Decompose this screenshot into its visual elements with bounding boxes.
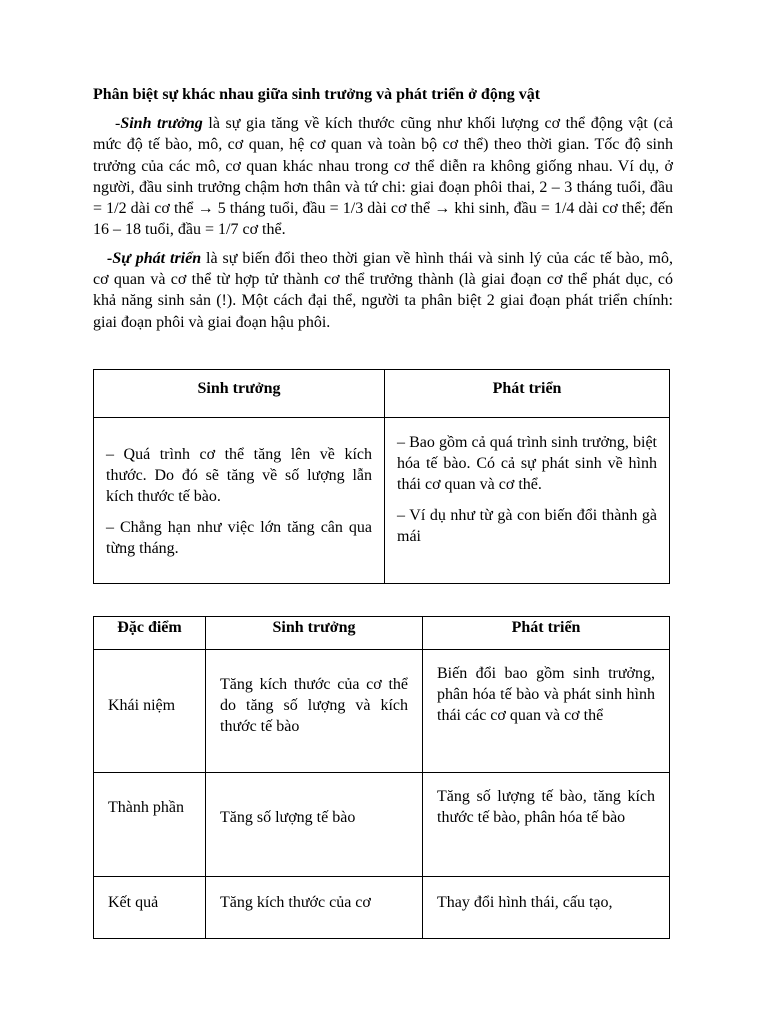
table-header-row — [94, 617, 670, 650]
term-development: Sự phát triển — [112, 249, 202, 267]
header-development: Phát triển — [423, 617, 670, 650]
development-cell — [385, 418, 670, 584]
growth-cell: Tăng kích thước của cơ thể do tăng số lượng và kích thước tế bào — [206, 650, 423, 773]
development-cell: Biến đổi bao gồm sinh trưởng, phân hóa tế bào và phát sinh hình thái các cơ quan và cơ thể — [423, 650, 670, 773]
feature-cell: Thành phần — [94, 773, 206, 877]
table-row — [94, 418, 670, 584]
header-growth: Sinh trưởng — [94, 370, 385, 418]
paragraph-growth-text: là sự gia tăng về kích thước cũng như khối lượng cơ thể động vật (cả mức độ tế bào, mô, cơ quan, hệ cơ quan và toàn bộ cơ thể) theo thời gian. Tốc độ sinh trưởng của các mô, cơ quan khác nhau trong cơ thể diễn ra không giống nhau. Ví dụ, ở người, đầu sinh trưởng chậm hơn thân và tứ chi: giai đoạn phôi thai, 2 – 3 tháng tuổi, đầu = 1/2 dài cơ thể → 5 tháng tuổi, đầu = 1/3 dài cơ thể → khi sinh, đầu = 1/4 dài cơ thể; đến 16 – 18 tuổi, đầu = 1/7 cơ thể. — [93, 115, 673, 239]
growth-cell — [94, 418, 385, 584]
development-cell: Tăng số lượng tế bào, tăng kích thước tế bào, phân hóa tế bào — [423, 773, 670, 877]
growth-cell: Tăng số lượng tế bào — [206, 773, 423, 877]
table-row — [94, 877, 670, 939]
table-row — [94, 650, 670, 773]
table-header-row — [94, 370, 670, 418]
growth-cell: Tăng kích thước của cơ — [206, 877, 423, 939]
paragraph-development — [93, 248, 673, 333]
feature-cell: Kết quả — [94, 877, 206, 939]
growth-point-1: – Quá trình cơ thể tăng lên về kích thước. Do đó sẽ tăng về số lượng lẫn kích thước tế bào. — [106, 446, 372, 505]
paragraph-development-prefix: - — [107, 249, 113, 267]
paragraph-growth — [93, 113, 673, 241]
comparison-table-simple — [93, 369, 670, 584]
development-point-1: – Bao gồm cả quá trình sinh trưởng, biệt hóa tế bào. Có cả sự phát sinh về hình thái cơ quan và cơ thể. — [397, 434, 657, 493]
term-growth: Sinh trưởng — [120, 115, 203, 132]
document-title: Phân biệt sự khác nhau giữa sinh trưởng và phát triển ở động vật — [93, 86, 541, 103]
table-row — [94, 773, 670, 877]
header-feature: Đặc điểm — [94, 617, 206, 650]
development-point-2: – Ví dụ như từ gà con biến đổi thành gà mái — [397, 507, 657, 545]
comparison-table-detailed — [93, 616, 670, 939]
header-development: Phát triển — [385, 370, 670, 418]
document-body — [93, 84, 673, 333]
paragraph-development-text: là sự biến đổi theo thời gian về hình thái và sinh lý của các tế bào, mô, cơ quan và cơ thể từ hợp tử thành cơ thể trưởng thành (là giai đoạn cơ thể phát dục, có khả năng sinh sản (!). Một cách đại thể, người ta phân biệt 2 giai đoạn phát triển chính: giai đoạn phôi và giai đoạn hậu phôi. — [93, 249, 673, 331]
feature-cell: Khái niệm — [94, 650, 206, 773]
paragraph-growth-prefix: - — [115, 115, 121, 132]
growth-point-2: – Chẳng hạn như việc lớn tăng cân qua từng tháng. — [106, 519, 372, 557]
header-growth: Sinh trưởng — [206, 617, 423, 650]
development-cell: Thay đổi hình thái, cấu tạo, — [423, 877, 670, 939]
